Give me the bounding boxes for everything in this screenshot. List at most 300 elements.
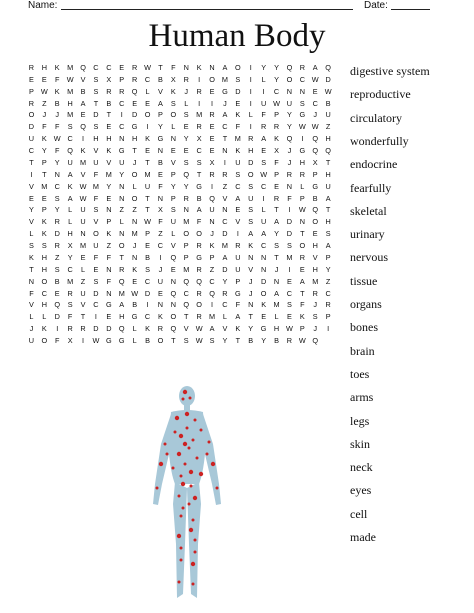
grid-letter: C (260, 181, 267, 191)
grid-letter: I (211, 98, 214, 108)
figure-dot (196, 457, 199, 460)
grid-letter: J (223, 98, 227, 108)
grid-letter: Y (274, 74, 279, 84)
grid-letter: I (236, 229, 239, 239)
grid-letter: H (41, 264, 47, 274)
grid-letter: N (260, 264, 267, 274)
grid-letter: X (196, 134, 202, 144)
grid-letter: A (274, 217, 279, 227)
grid-letter: H (273, 324, 280, 334)
grid-letter: O (118, 241, 125, 251)
grid-letter: E (183, 146, 189, 156)
grid-letter: R (196, 312, 202, 322)
grid-letter: T (171, 336, 176, 345)
grid-letter: Q (183, 300, 190, 310)
grid-letter: P (235, 276, 241, 286)
grid-letter: G (118, 146, 125, 156)
grid-letter: E (41, 193, 47, 203)
grid-letter: S (248, 205, 254, 215)
grid-letter: L (171, 122, 176, 132)
grid-letter: L (248, 110, 253, 120)
grid-letter: Q (325, 146, 331, 156)
grid-letter: H (119, 312, 125, 322)
grid-letter: I (249, 74, 252, 84)
grid-letter: P (119, 74, 125, 84)
grid-letter: N (273, 276, 280, 286)
grid-letter: X (106, 74, 112, 84)
word-list-item: urinary (350, 227, 385, 242)
grid-letter: A (67, 193, 73, 203)
grid-letter: N (28, 276, 35, 286)
grid-letter: R (54, 217, 60, 227)
grid-letter: M (79, 157, 87, 167)
figure-dot (182, 507, 185, 510)
grid-letter: E (29, 193, 34, 203)
grid-letter: C (273, 86, 280, 96)
grid-letter: C (222, 122, 228, 132)
grid-letter: S (299, 98, 305, 108)
grid-letter: F (93, 193, 99, 203)
grid-letter: W (273, 98, 280, 108)
grid-letter: Q (183, 276, 190, 286)
grid-letter: E (209, 134, 215, 144)
grid-letter: W (324, 86, 332, 96)
grid-letter: K (106, 146, 112, 156)
grid-letter: X (67, 336, 73, 345)
word-list-item: brain (350, 343, 375, 358)
grid-letter: J (274, 264, 279, 274)
grid-letter: V (222, 324, 228, 334)
grid-letter: R (222, 288, 228, 298)
grid-letter: S (93, 122, 99, 132)
grid-letter: N (286, 86, 293, 96)
grid-letter: B (145, 336, 150, 345)
grid-letter: N (286, 181, 293, 191)
grid-letter: H (41, 252, 47, 262)
grid-letter: F (300, 300, 305, 310)
grid-letter: S (248, 217, 254, 227)
grid-letter: I (262, 193, 265, 203)
grid-letter: T (274, 252, 279, 262)
grid-letter: I (94, 312, 97, 322)
grid-letter: Y (29, 205, 34, 215)
grid-letter: E (132, 276, 138, 286)
grid-letter: R (54, 241, 60, 251)
grid-letter: H (67, 98, 73, 108)
grid-letter: Q (286, 134, 293, 144)
grid-letter: E (312, 86, 318, 96)
grid-letter: W (79, 181, 87, 191)
grid-letter: L (261, 205, 266, 215)
grid-letter: B (312, 193, 318, 203)
grid-letter: P (106, 217, 112, 227)
grid-letter: S (41, 241, 47, 251)
grid-letter: A (67, 169, 73, 179)
grid-letter: G (222, 86, 228, 96)
grid-letter: I (301, 134, 304, 144)
figure-dot (180, 547, 183, 550)
grid-letter: I (198, 74, 201, 84)
grid-letter: M (131, 229, 138, 239)
grid-letter: V (80, 169, 86, 179)
grid-letter: X (67, 241, 73, 251)
grid-letter: C (119, 122, 125, 132)
grid-letter: W (144, 217, 151, 227)
grid-letter: V (106, 157, 112, 167)
grid-letter: G (131, 312, 138, 322)
grid-letter: I (249, 63, 252, 72)
grid-letter: A (209, 324, 215, 334)
grid-letter: Y (325, 264, 331, 274)
grid-letter: I (198, 98, 201, 108)
grid-letter: S (67, 300, 73, 310)
grid-letter: R (222, 169, 228, 179)
grid-letter: L (132, 181, 137, 191)
figure-dot (194, 551, 197, 554)
grid-letter: M (221, 241, 228, 251)
grid-letter: I (223, 157, 226, 167)
figure-dot (189, 470, 193, 474)
grid-letter: M (286, 252, 293, 262)
grid-letter: P (41, 205, 47, 215)
grid-letter: C (209, 276, 215, 286)
grid-letter: R (299, 169, 305, 179)
grid-letter: F (42, 122, 47, 132)
grid-letter: Z (325, 276, 331, 286)
figure-dot (180, 515, 183, 518)
grid-letter: Y (222, 336, 228, 345)
grid-letter: K (235, 146, 241, 156)
grid-letter: M (79, 241, 87, 251)
grid-letter: A (119, 300, 125, 310)
grid-letter: T (158, 63, 163, 72)
figure-dot (190, 485, 193, 488)
grid-letter: S (248, 181, 254, 191)
grid-letter: R (183, 193, 189, 203)
grid-letter: O (234, 63, 241, 72)
figure-dot (188, 447, 191, 450)
grid-letter: H (131, 134, 138, 144)
grid-letter: T (145, 157, 150, 167)
figure-dot (175, 416, 179, 420)
grid-letter: P (325, 252, 331, 262)
grid-letter: O (170, 312, 177, 322)
grid-letter: E (287, 312, 292, 322)
grid-letter: C (28, 146, 35, 156)
grid-letter: N (119, 181, 125, 191)
grid-letter: R (312, 288, 318, 298)
grid-letter: K (54, 86, 60, 96)
grid-letter: M (67, 63, 74, 72)
figure-dot (182, 398, 185, 401)
grid-letter: O (312, 217, 319, 227)
figure-dot (177, 452, 181, 456)
grid-letter: E (209, 146, 215, 156)
grid-letter: S (67, 122, 73, 132)
grid-letter: J (313, 300, 318, 310)
grid-letter: N (106, 264, 112, 274)
grid-letter: P (209, 252, 215, 262)
grid-letter: O (196, 300, 202, 310)
grid-letter: I (120, 110, 123, 120)
grid-letter: O (144, 110, 151, 120)
header-row (0, 0, 474, 14)
grid-letter: T (145, 193, 150, 203)
grid-letter: T (132, 146, 137, 156)
grid-letter: I (82, 336, 85, 345)
grid-letter: E (235, 205, 241, 215)
grid-letter: D (131, 110, 138, 120)
grid-letter: L (42, 312, 47, 322)
grid-letter: F (55, 122, 60, 132)
grid-letter: C (183, 288, 189, 298)
grid-letter: W (298, 205, 306, 215)
grid-letter: R (157, 324, 164, 334)
grid-letter: Q (183, 169, 190, 179)
grid-letter: L (68, 217, 73, 227)
grid-letter: Z (325, 122, 331, 132)
grid-letter: N (222, 146, 228, 156)
grid-letter: E (106, 122, 112, 132)
name-field[interactable] (61, 9, 353, 10)
grid-letter: R (119, 86, 125, 96)
grid-letter: F (55, 146, 60, 156)
figure-dot (172, 467, 175, 470)
grid-letter: F (55, 336, 60, 345)
figure-dot (191, 562, 195, 566)
grid-letter: C (222, 300, 228, 310)
figure-dot (183, 390, 187, 394)
word-list-item: wonderfully (350, 133, 409, 148)
grid-letter: D (54, 229, 60, 239)
grid-letter: Z (119, 205, 124, 215)
grid-letter: W (131, 288, 139, 298)
grid-letter: Z (55, 252, 60, 262)
grid-letter: E (158, 169, 163, 179)
grid-letter: P (274, 110, 279, 120)
grid-letter: V (29, 300, 34, 310)
grid-letter: X (209, 157, 215, 167)
grid-letter: J (132, 157, 137, 167)
grid-letter: B (158, 74, 163, 84)
grid-letter: M (312, 276, 319, 286)
grid-letter: R (235, 241, 241, 251)
grid-letter: J (55, 110, 60, 120)
grid-letter: O (209, 74, 215, 84)
grid-letter: O (260, 288, 267, 298)
figure-dot (192, 583, 195, 586)
figure-dot (206, 453, 209, 456)
grid-letter: M (273, 300, 280, 310)
grid-letter: S (93, 86, 99, 96)
grid-letter: L (132, 324, 137, 334)
grid-letter: C (106, 63, 112, 72)
grid-letter: Y (67, 252, 73, 262)
grid-letter: C (67, 264, 73, 274)
grid-letter: J (248, 276, 253, 286)
grid-letter: E (158, 288, 163, 298)
grid-letter: F (171, 63, 176, 72)
grid-letter: C (157, 241, 164, 251)
grid-letter: Q (118, 276, 125, 286)
grid-letter: C (93, 63, 99, 72)
grid-letter: J (184, 86, 189, 96)
grid-letter: Z (42, 98, 47, 108)
figure-dot (178, 495, 181, 498)
figure-dot (194, 539, 197, 542)
grid-letter: S (93, 276, 99, 286)
grid-letter: T (42, 169, 47, 179)
grid-letter: E (299, 264, 305, 274)
grid-letter: A (261, 229, 267, 239)
grid-letter: U (80, 205, 86, 215)
date-field[interactable] (391, 9, 430, 10)
grid-letter: N (209, 217, 215, 227)
grid-letter: M (92, 181, 99, 191)
grid-letter: T (106, 110, 112, 120)
grid-letter: H (299, 157, 305, 167)
grid-letter: L (119, 217, 124, 227)
grid-letter: D (28, 122, 35, 132)
grid-letter: W (144, 63, 151, 72)
grid-letter: K (299, 312, 305, 322)
grid-letter: O (28, 110, 35, 120)
grid-letter: E (287, 276, 292, 286)
word-list-item: skin (350, 436, 371, 451)
figure-dot (184, 463, 187, 466)
grid-letter: F (106, 276, 112, 286)
grid-letter: P (41, 157, 47, 167)
figure-dot (194, 419, 197, 422)
grid-letter: P (183, 241, 189, 251)
grid-letter: M (41, 181, 48, 191)
grid-letter: S (93, 205, 99, 215)
grid-letter: M (118, 288, 125, 298)
grid-letter: P (325, 312, 331, 322)
grid-letter: Y (183, 134, 189, 144)
grid-letter: Y (170, 181, 176, 191)
grid-letter: S (183, 110, 189, 120)
grid-letter: V (29, 217, 34, 227)
grid-letter: W (298, 122, 306, 132)
grid-letter: U (28, 134, 35, 144)
grid-letter: X (274, 146, 279, 156)
grid-letter: K (235, 324, 241, 334)
grid-letter: S (274, 241, 279, 251)
grid-letter: H (41, 300, 47, 310)
grid-letter: F (67, 312, 73, 322)
figure-dot (208, 441, 211, 444)
grid-letter: E (145, 98, 150, 108)
grid-letter: S (29, 241, 34, 251)
grid-letter: U (235, 157, 241, 167)
grid-letter: E (80, 110, 86, 120)
figure-dot (189, 397, 192, 400)
grid-letter: W (40, 86, 48, 96)
grid-letter: O (299, 241, 306, 251)
grid-letter: A (222, 63, 228, 72)
grid-letter: T (93, 98, 99, 108)
grid-letter: U (325, 110, 331, 120)
grid-letter: U (28, 336, 35, 345)
grid-letter: N (131, 217, 138, 227)
grid-letter: K (106, 229, 112, 239)
figure-dot (185, 412, 189, 416)
grid-letter: N (299, 86, 305, 96)
grid-letter: U (67, 157, 73, 167)
grid-letter: A (248, 229, 254, 239)
grid-letter: N (222, 205, 228, 215)
grid-letter: E (170, 264, 176, 274)
grid-letter: C (119, 98, 125, 108)
grid-letter: G (234, 288, 241, 298)
grid-letter: C (41, 288, 47, 298)
grid-letter: D (222, 264, 228, 274)
grid-letter: R (286, 169, 293, 179)
grid-letter: R (196, 86, 202, 96)
grid-letter: F (196, 217, 202, 227)
grid-letter: Q (170, 252, 177, 262)
grid-letter: H (106, 134, 112, 144)
grid-letter: H (41, 63, 47, 72)
grid-letter: P (274, 169, 279, 179)
grid-letter: T (274, 205, 279, 215)
date-label: Date: (364, 0, 388, 11)
grid-letter: B (196, 193, 202, 203)
figure-dot (193, 496, 197, 500)
grid-letter: W (311, 74, 319, 84)
grid-letter: Q (170, 288, 177, 298)
grid-letter: T (29, 157, 34, 167)
grid-letter: K (196, 63, 202, 72)
grid-letter: U (93, 157, 99, 167)
grid-letter: Q (312, 205, 319, 215)
grid-letter: C (325, 288, 331, 298)
grid-letter: R (106, 86, 112, 96)
grid-letter: I (288, 264, 291, 274)
grid-letter: Q (67, 146, 73, 156)
grid-letter: N (119, 229, 125, 239)
grid-letter: E (132, 98, 138, 108)
grid-letter: U (235, 264, 241, 274)
grid-letter: W (92, 336, 100, 345)
grid-letter: L (29, 229, 34, 239)
grid-letter: L (145, 86, 150, 96)
grid-letter: Z (222, 181, 228, 191)
grid-letter: A (158, 98, 163, 108)
grid-letter: P (145, 229, 150, 239)
grid-letter: T (300, 229, 305, 239)
grid-letter: A (222, 252, 228, 262)
grid-letter: E (41, 74, 47, 84)
grid-letter: B (145, 252, 150, 262)
grid-letter: Y (222, 276, 228, 286)
figure-dot (180, 475, 183, 478)
grid-letter: D (93, 324, 99, 334)
grid-letter: F (158, 181, 163, 191)
grid-letter: R (80, 324, 86, 334)
grid-letter: M (67, 86, 74, 96)
grid-letter: C (196, 146, 202, 156)
grid-letter: I (249, 86, 252, 96)
grid-letter: N (106, 288, 112, 298)
grid-letter: G (196, 252, 202, 262)
word-list-item: neck (350, 460, 373, 475)
grid-letter: M (221, 74, 228, 84)
grid-letter: D (144, 288, 151, 298)
grid-letter: N (131, 252, 138, 262)
grid-letter: A (325, 241, 331, 251)
